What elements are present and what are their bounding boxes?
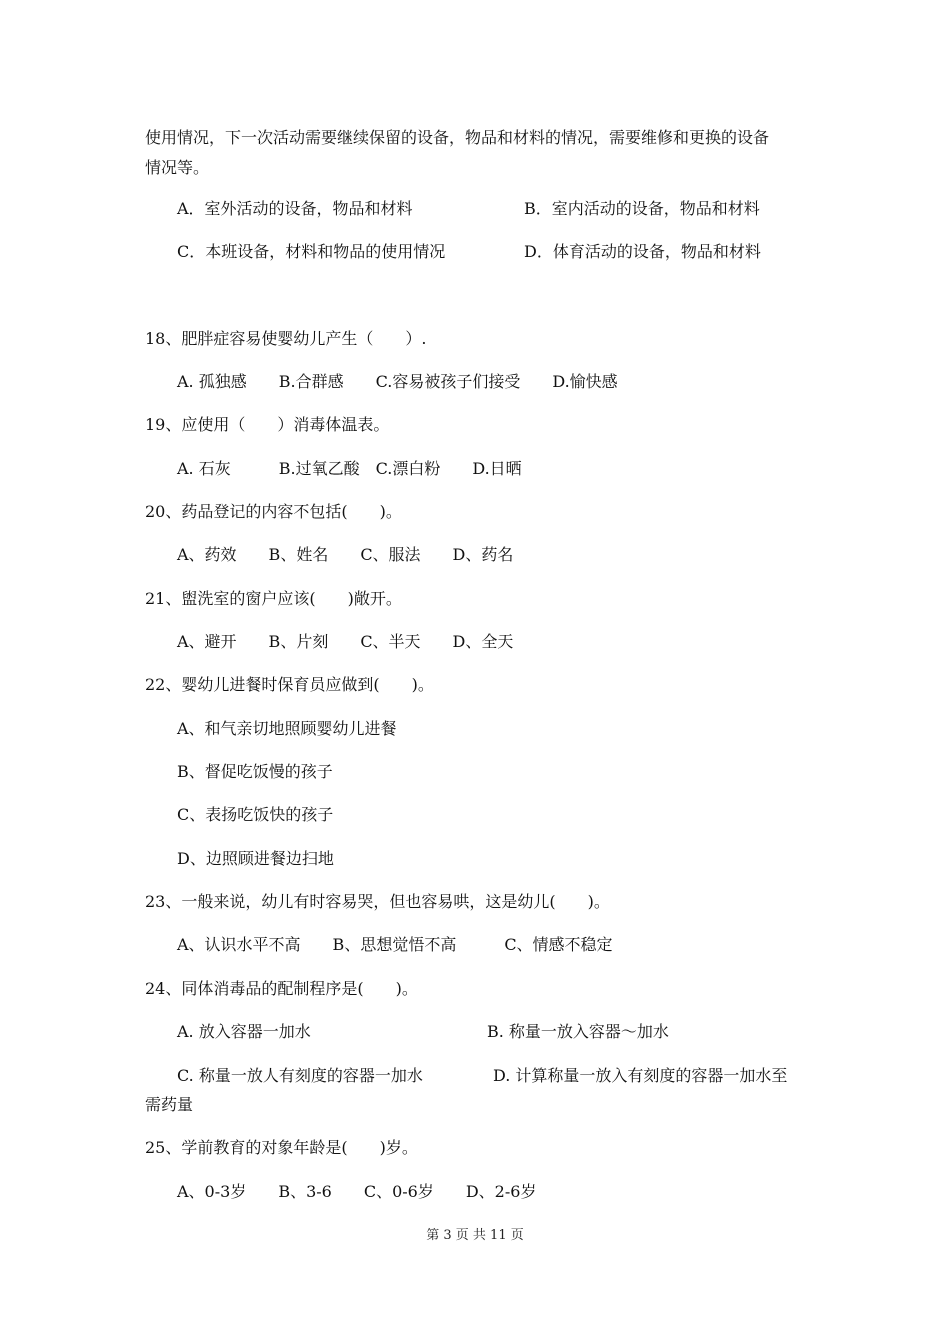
question-options: A、0-3岁 B、3-6 C、0-6岁 D、2-6岁 (177, 1182, 537, 1201)
question-stem: 25、学前教育的对象年龄是( )岁。 (145, 1138, 418, 1157)
option-d: D．体育活动的设备，物品和材料 (524, 242, 761, 261)
question-stem: 20、药品登记的内容不包括( )。 (145, 502, 402, 521)
question-options: A. 石灰 B.过氧乙酸 C.漂白粉 D.日晒 (177, 459, 522, 478)
option-a: A. 放入容器一加水 (177, 1022, 311, 1041)
question-stem: 23、一般来说，幼儿有时容易哭，但也容易哄，这是幼儿( )。 (145, 892, 610, 911)
question-options: A、认识水平不高 B、思想觉悟不高 C、情感不稳定 (177, 935, 613, 954)
question-stem: 24、同体消毒品的配制程序是( )。 (145, 979, 418, 998)
question-options: A、药效 B、姓名 C、服法 D、药名 (177, 545, 514, 564)
option-a: A、和气亲切地照顾婴幼儿进餐 (177, 719, 397, 738)
question-stem: 19、应使用（ ）消毒体温表。 (145, 415, 390, 434)
option-c: C．本班设备，材料和物品的使用情况 (177, 242, 446, 261)
question-options: A. 孤独感 B.合群感 C.容易被孩子们接受 D.愉快感 (177, 372, 618, 391)
option-b: B、督促吃饭慢的孩子 (177, 762, 333, 781)
option-d-continued: 需药量 (145, 1095, 194, 1114)
question-stem: 22、婴幼儿进餐时保育员应做到( )。 (145, 675, 434, 694)
option-c: C. 称量一放人有刻度的容器一加水 (177, 1066, 423, 1085)
option-b: B. 称量一放入容器～加水 (487, 1022, 669, 1041)
question-stem: 18、肥胖症容易使婴幼儿产生（ ）. (145, 329, 427, 348)
option-a: A．室外活动的设备，物品和材料 (177, 199, 413, 218)
option-b: B．室内活动的设备，物品和材料 (524, 199, 760, 218)
text-line: 情况等。 (145, 158, 210, 177)
question-options: A、避开 B、片刻 C、半天 D、全天 (177, 632, 514, 651)
option-d: D. 计算称量一放入有刻度的容器一加水至 (493, 1066, 788, 1085)
text-line: 使用情况，下一次活动需要继续保留的设备，物品和材料的情况，需要维修和更换的设备 (145, 128, 770, 147)
page-footer: 第 3 页 共 11 页 (426, 1228, 524, 1243)
question-stem: 21、盥洗室的窗户应该( )敞开。 (145, 589, 402, 608)
option-d: D、边照顾进餐边扫地 (177, 849, 334, 868)
option-c: C、表扬吃饭快的孩子 (177, 805, 334, 824)
